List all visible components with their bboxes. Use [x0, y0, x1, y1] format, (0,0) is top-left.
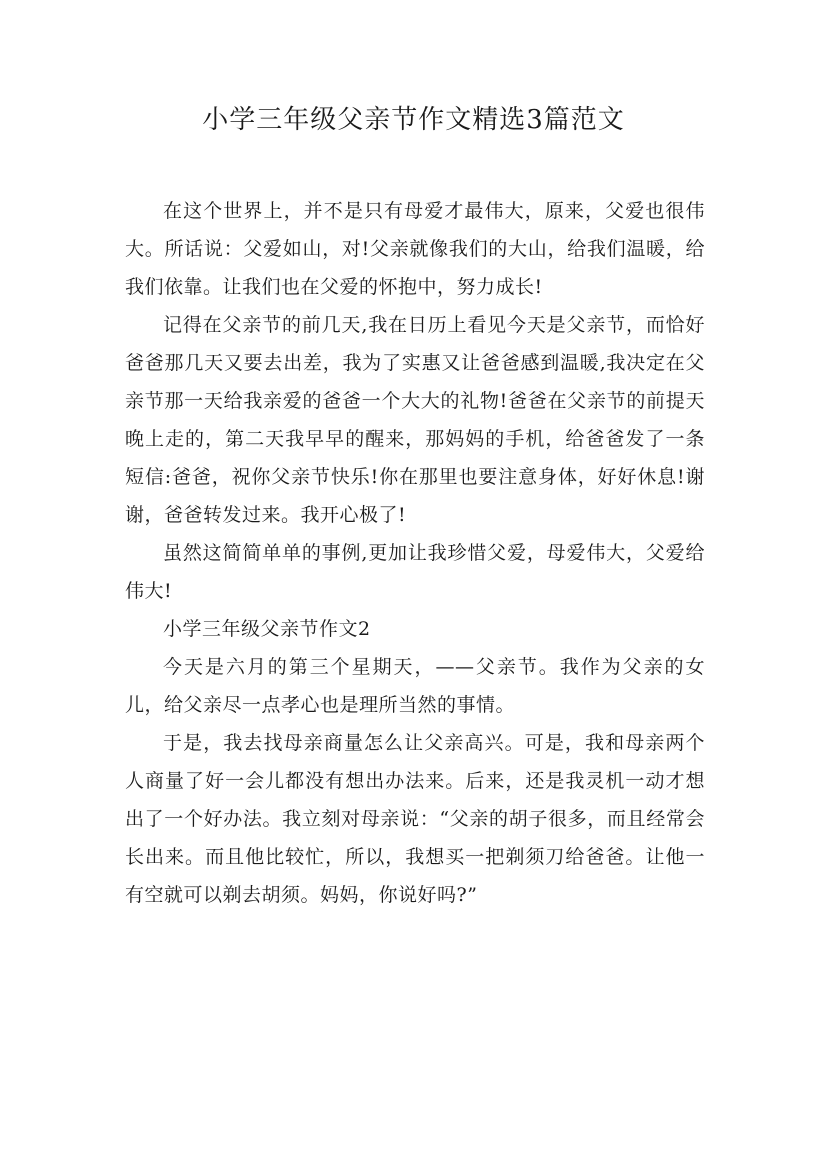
document-title: 小学三年级父亲节作文精选3篇范文: [202, 105, 625, 135]
paragraph: 于是，我去找母亲商量怎么让父亲高兴。可是，我和母亲两个人商量了好一会儿都没有想出办法来。后来，还是我灵机一动才想出了一个好办法。我立刻对母亲说：“父亲的胡子很多，而且经常会长出来。而且他比较忙，所以，我想买一把剃须刀给爸爸。让他一有空就可以剃去胡须。妈妈，你说好吗?”: [125, 732, 705, 906]
paragraph: 在这个世界上，并不是只有母爱才最伟大，原来，父爱也很伟大。所话说：父爱如山，对!父亲就像我们的大山，给我们温暖，给我们依靠。让我们也在父爱的怀抱中，努力成长!: [125, 200, 705, 298]
paragraph: 虽然这简简单单的事例,更加让我珍惜父爱，母爱伟大，父爱给伟大!: [125, 542, 705, 602]
paragraph: 今天是六月的第三个星期天，——父亲节。我作为父亲的女儿，给父亲尽一点孝心也是理所当然的事情。: [125, 656, 705, 716]
section-heading: 小学三年级父亲节作文2: [163, 618, 371, 640]
paragraph: 记得在父亲节的前几天,我在日历上看见今天是父亲节，而恰好爸爸那几天又要去出差，我为了实惠又让爸爸感到温暖,我决定在父亲节那一天给我亲爱的爸爸一个大大的礼物!爸爸在父亲节的前提天晚上走的，第二天我早早的醒来，那妈妈的手机，给爸爸发了一条短信:爸爸，祝你父亲节快乐!你在那里也要注意身体，好好休息!谢谢，爸爸转发过来。我开心极了!: [125, 314, 705, 526]
document-body: [125, 192, 705, 914]
